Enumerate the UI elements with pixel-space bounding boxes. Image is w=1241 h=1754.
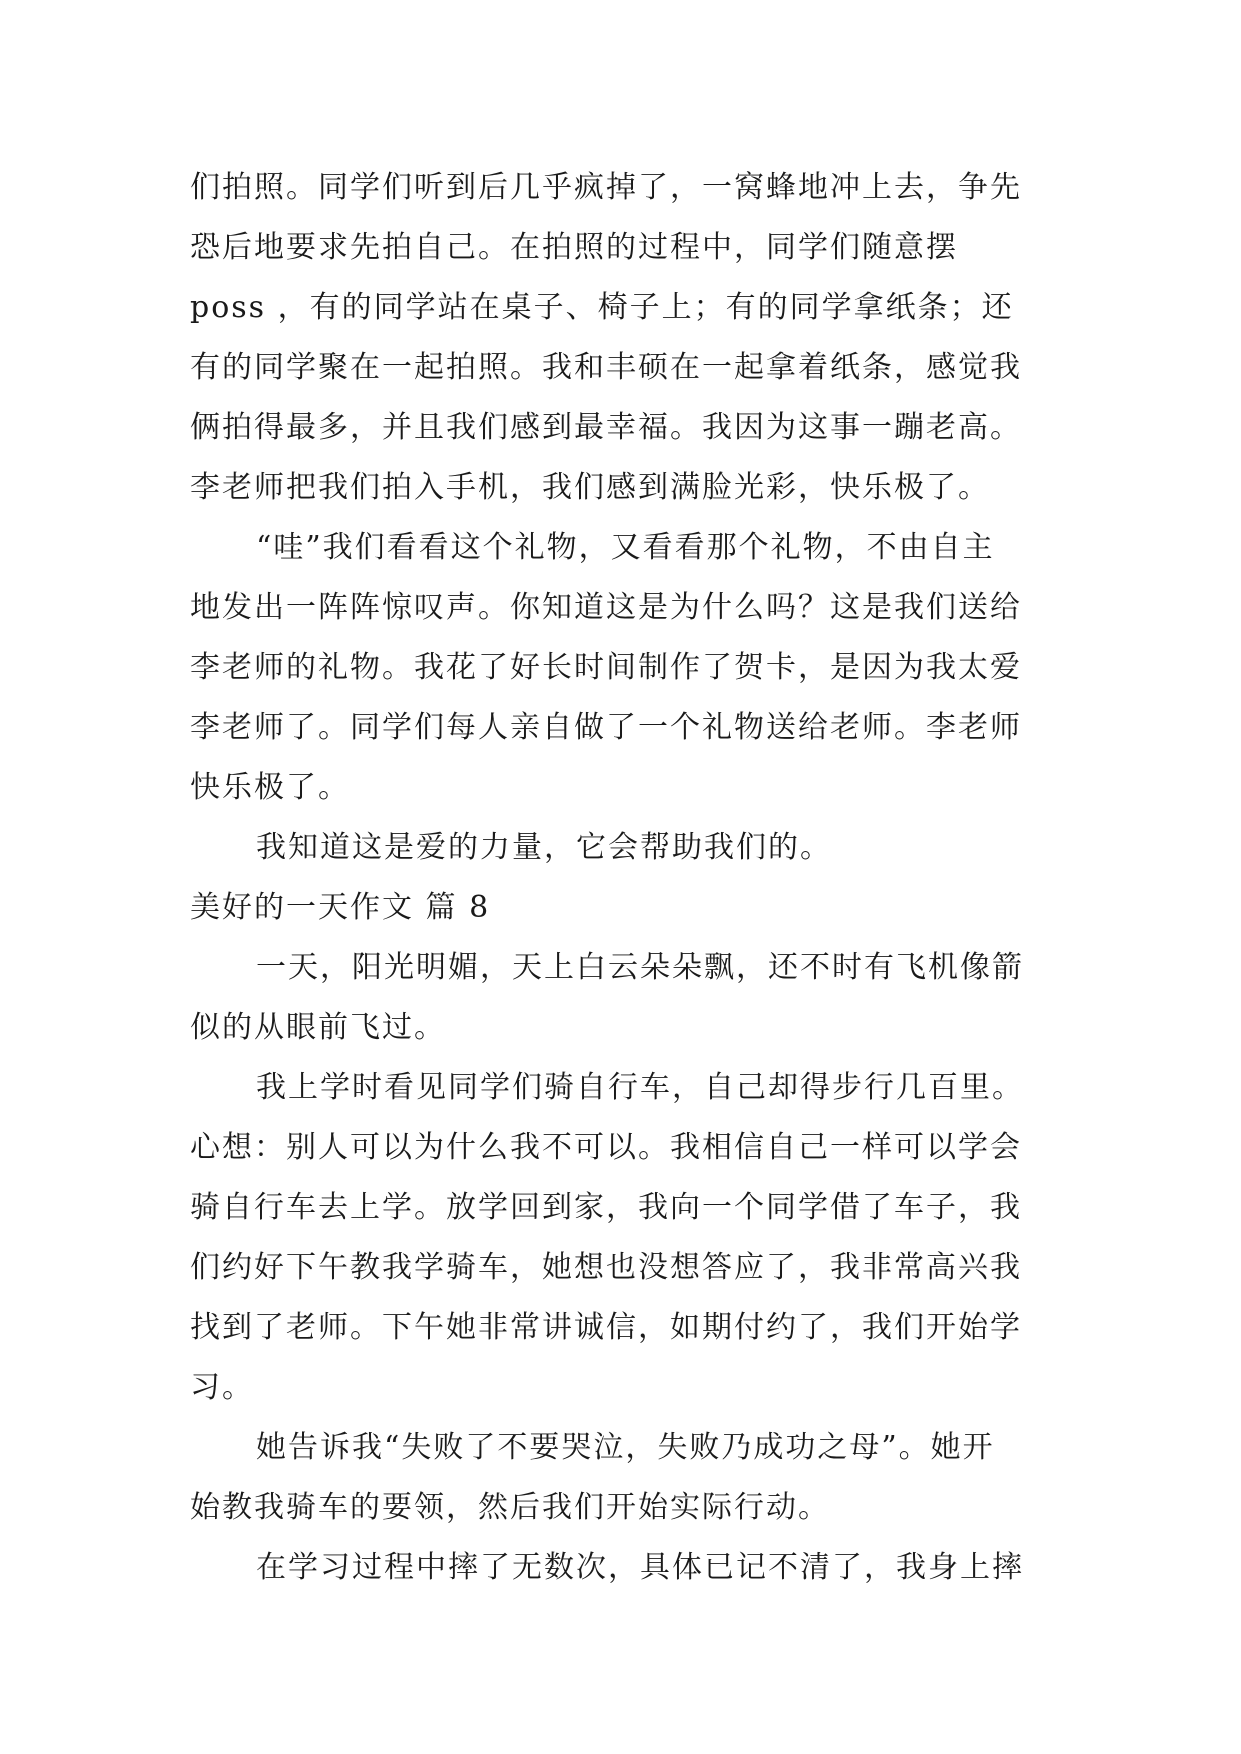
text-line: 在学习过程中摔了无数次，具体已记不清了，我身上摔 <box>256 1550 1024 1585</box>
text-line: poss ，有的同学站在桌子、椅子上；有的同学拿纸条；还 <box>190 290 1014 325</box>
text-line: “哇”我们看看这个礼物，又看看那个礼物，不由自主 <box>256 530 995 565</box>
text-line: 似的从眼前飞过。 <box>190 1010 446 1045</box>
text-line: 习。 <box>190 1370 254 1405</box>
document-body <box>190 158 1070 1598</box>
text-line: 我上学时看见同学们骑自行车，自己却得步行几百里。 <box>256 1070 1024 1105</box>
text-line: 李老师了。同学们每人亲自做了一个礼物送给老师。李老师 <box>190 710 1022 745</box>
text-line: 始教我骑车的要领，然后我们开始实际行动。 <box>190 1490 830 1525</box>
text-line: 有的同学聚在一起拍照。我和丰硕在一起拿着纸条，感觉我 <box>190 350 1022 385</box>
text-line: 一天，阳光明媚，天上白云朵朵飘，还不时有飞机像箭 <box>256 950 1024 985</box>
text-line: 骑自行车去上学。放学回到家，我向一个同学借了车子，我 <box>190 1190 1022 1225</box>
text-line: 快乐极了。 <box>190 770 350 805</box>
text-line: 李老师把我们拍入手机，我们感到满脸光彩，快乐极了。 <box>190 470 990 505</box>
text-line: 俩拍得最多，并且我们感到最幸福。我因为这事一蹦老高。 <box>190 410 1022 445</box>
text-line: 李老师的礼物。我花了好长时间制作了贺卡，是因为我太爱 <box>190 650 1022 685</box>
text-line: 找到了老师。下午她非常讲诚信，如期付约了，我们开始学 <box>190 1310 1022 1345</box>
text-line: 她告诉我“失败了不要哭泣，失败乃成功之母”。她开 <box>256 1430 995 1465</box>
section-heading: 美好的一天作文 篇 8 <box>190 890 491 925</box>
text-line: 们拍照。同学们听到后几乎疯掉了，一窝蜂地冲上去，争先 <box>190 170 1022 205</box>
text-line: 心想：别人可以为什么我不可以。我相信自己一样可以学会 <box>190 1130 1022 1165</box>
text-line: 恐后地要求先拍自己。在拍照的过程中，同学们随意摆 <box>190 230 958 265</box>
text-line: 们约好下午教我学骑车，她想也没想答应了，我非常高兴我 <box>190 1250 1022 1285</box>
text-line: 我知道这是爱的力量，它会帮助我们的。 <box>256 830 832 865</box>
text-line: 地发出一阵阵惊叹声。你知道这是为什么吗？这是我们送给 <box>190 590 1022 625</box>
